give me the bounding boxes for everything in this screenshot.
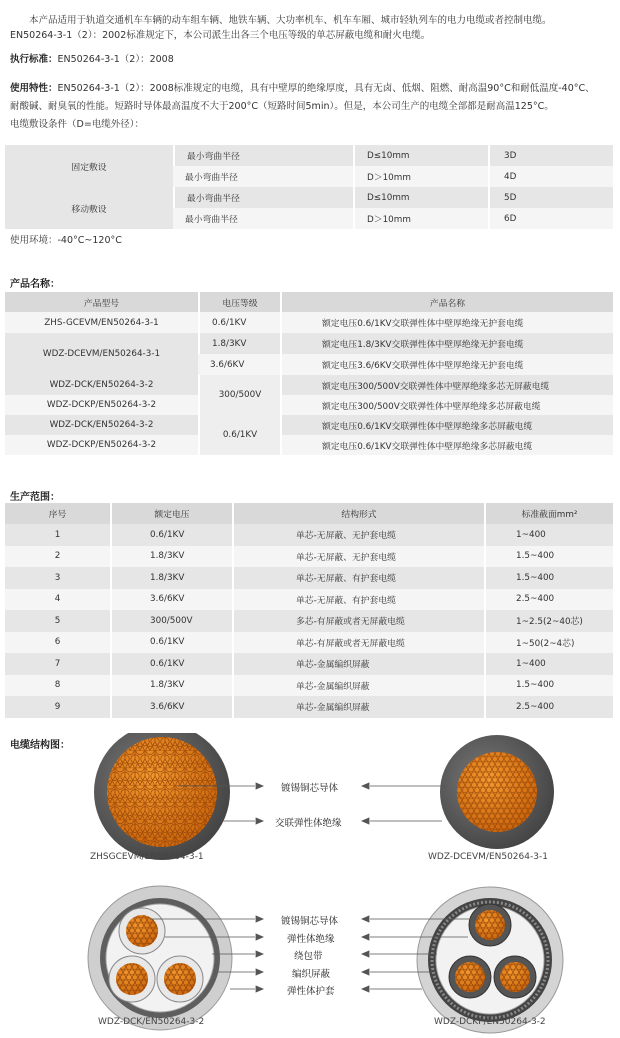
product-model: WDZ-DCEVM/EN50264-3-1 (5, 333, 198, 375)
label-tinned-copper: 镀锡铜芯导体 (281, 783, 339, 794)
range-structure: 单芯-无屏蔽、无护套电缆 (232, 524, 484, 546)
range-structure: 多芯-有屏蔽或者无屏蔽电缆 (232, 610, 484, 632)
range-no: 8 (5, 675, 110, 697)
range-table (5, 503, 613, 718)
products-table (5, 292, 613, 455)
range-voltage: 1.8/3KV (110, 567, 232, 589)
range-section: 2.5~400 (484, 696, 613, 718)
range-structure: 单芯-无屏蔽、有护套电缆 (232, 567, 484, 589)
cable-zhsgcevm (94, 733, 230, 860)
product-model: WDZ-DCKP/EN50264-3-2 (5, 395, 198, 415)
features-label: 使用特性： (10, 83, 58, 94)
product-model: WDZ-DCK/EN50264-3-2 (5, 415, 198, 435)
product-voltage: 300/500V (198, 375, 280, 415)
range-title: 生产范围： (10, 492, 60, 503)
products-header-voltage: 电压等级 (198, 292, 280, 312)
laying-value: 4D (488, 166, 613, 187)
intro-paragraph (10, 13, 610, 43)
range-section: 1.5~400 (484, 546, 613, 568)
range-row (5, 589, 613, 611)
range-row (5, 567, 613, 589)
product-name: 额定电压300/500V交联弹性体中壁厚绝缘多芯无屏蔽电缆 (280, 375, 613, 395)
intro-line-2: EN50264-3-1（2）：2002标准规定下，本公司派生出各三个电压等级的单芯屏蔽电缆和耐火电缆。 (10, 30, 431, 41)
range-structure: 单芯-无屏蔽、有护套电缆 (232, 589, 484, 611)
caption-wdz-dck: WDZ-DCK/EN50264-3-2 (98, 1017, 205, 1027)
features-line-3: 电缆敷设条件（D=电缆外径）： (10, 119, 145, 130)
range-voltage: 1.8/3KV (110, 675, 232, 697)
range-row (5, 546, 613, 568)
range-voltage: 0.6/1KV (110, 653, 232, 675)
range-row (5, 696, 613, 718)
structure-title: 电缆结构图： (10, 740, 70, 751)
products-title: 产品名称： (10, 279, 60, 290)
range-voltage: 1.8/3KV (110, 546, 232, 568)
range-voltage: 3.6/6KV (110, 696, 232, 718)
product-model: WDZ-DCKP/EN50264-3-2 (5, 435, 198, 455)
product-model: WDZ-DCK/EN50264-3-2 (5, 375, 198, 395)
range-structure: 单芯-金属编织屏蔽 (232, 696, 484, 718)
range-voltage: 300/500V (110, 610, 232, 632)
product-voltage: 0.6/1KV (198, 312, 280, 333)
product-name: 额定电压0.6/1KV交联弹性体中壁厚绝缘多芯屏蔽电缆 (280, 435, 613, 455)
features-line-1: EN50264-3-1（2）：2008标准规定的电缆，具有中壁厚的绝缘厚度，具有无卤、低烟、阻燃、耐高温90°C和耐低温度-40°C、 (57, 83, 595, 94)
product-voltage: 3.6/6KV (198, 354, 280, 375)
laying-item: 最小弯曲半径 (173, 166, 353, 187)
range-section: 1.5~400 (484, 675, 613, 697)
laying-value: 5D (488, 187, 613, 208)
product-name: 额定电压1.8/3KV交联弹性体中壁厚绝缘无护套电缆 (280, 333, 613, 354)
range-voltage: 0.6/1KV (110, 632, 232, 654)
range-no: 9 (5, 696, 110, 718)
standard-line (10, 52, 174, 67)
environment-line: 使用环境：-40°C~120°C (10, 235, 122, 246)
products-header-model: 产品型号 (5, 292, 198, 312)
label-xlpe-insulation: 交联弹性体绝缘 (275, 818, 342, 829)
products-header-name: 产品名称 (280, 292, 613, 312)
laying-table (5, 145, 613, 229)
range-no: 7 (5, 653, 110, 675)
caption-zhsgcevm: ZHSGCEVM/EN50264-3-1 (90, 852, 204, 862)
cable-wdz-dcevm (440, 735, 554, 849)
range-no: 2 (5, 546, 110, 568)
range-structure: 单芯-金属编织屏蔽 (232, 675, 484, 697)
product-name: 额定电压0.6/1KV交联弹性体中壁厚绝缘多芯屏蔽电缆 (280, 415, 613, 435)
range-row (5, 610, 613, 632)
product-name: 额定电压0.6/1KV交联弹性体中壁厚绝缘无护套电缆 (280, 312, 613, 333)
label-elastomer-sheath: 弹性体护套 (287, 986, 335, 997)
label-tinned-copper-2: 镀锡铜芯导体 (281, 916, 339, 927)
features-line-2: 耐酸碱、耐臭氧的性能。短路时导体最高温度不大于200°C（短路时间5min）。但是，本公司生产的电缆全部都是耐高温125°C。 (10, 101, 554, 112)
range-no: 3 (5, 567, 110, 589)
laying-item: 最小弯曲半径 (173, 208, 353, 229)
product-name: 额定电压3.6/6KV交联弹性体中壁厚绝缘无护套电缆 (280, 354, 613, 375)
laying-group-fixed: 固定敷设 (5, 145, 173, 187)
range-no: 6 (5, 632, 110, 654)
laying-item: 最小弯曲半径 (173, 145, 353, 166)
label-elastomer-insulation: 弹性体绝缘 (287, 934, 335, 945)
range-no: 1 (5, 524, 110, 546)
range-row (5, 675, 613, 697)
laying-value: 3D (488, 145, 613, 166)
laying-group-mobile: 移动敷设 (5, 187, 173, 229)
standard-value: EN50264-3-1（2）：2008 (57, 54, 174, 65)
range-row (5, 632, 613, 654)
laying-cond: D＞10mm (353, 208, 488, 229)
range-structure: 单芯-金属编织屏蔽 (232, 653, 484, 675)
laying-cond: D≤10mm (353, 187, 488, 208)
range-body (5, 524, 613, 718)
label-wrapping-tape: 绕包带 (294, 951, 323, 962)
range-row (5, 653, 613, 675)
range-section: 2.5~400 (484, 589, 613, 611)
caption-wdz-dcevm: WDZ-DCEVM/EN50264-3-1 (428, 852, 548, 862)
product-model: ZHS-GCEVM/EN50264-3-1 (5, 312, 198, 333)
range-row (5, 524, 613, 546)
label-braided-shield: 编织屏蔽 (292, 969, 331, 980)
product-voltage: 1.8/3KV (198, 333, 280, 354)
range-section: 1~400 (484, 653, 613, 675)
range-voltage: 3.6/6KV (110, 589, 232, 611)
cable-wdz-dckp (417, 887, 563, 1033)
range-structure: 单芯-无屏蔽、无护套电缆 (232, 546, 484, 568)
cable-wdz-dck (88, 886, 232, 1030)
range-section: 1~400 (484, 524, 613, 546)
product-name: 额定电压300/500V交联弹性体中壁厚绝缘多芯屏蔽电缆 (280, 395, 613, 415)
range-voltage: 0.6/1KV (110, 524, 232, 546)
range-no: 4 (5, 589, 110, 611)
range-header-no: 序号 (5, 503, 110, 524)
range-header-voltage: 额定电压 (110, 503, 232, 524)
laying-item: 最小弯曲半径 (173, 187, 353, 208)
intro-line-1: 本产品适用于轨道交通机车车辆的动车组车辆、地铁车辆、大功率机车、机车车厢、城市轻轨列车的电力电缆或者控制电缆。 (29, 15, 552, 26)
product-voltage: 0.6/1KV (198, 415, 280, 455)
range-section: 1~2.5(2~40芯) (484, 610, 613, 632)
laying-cond: D＞10mm (353, 166, 488, 187)
range-section: 1.5~400 (484, 567, 613, 589)
range-structure: 单芯-有屏蔽或者无屏蔽电缆 (232, 632, 484, 654)
range-header-section: 标准截面mm² (484, 503, 613, 524)
range-no: 5 (5, 610, 110, 632)
features-block (10, 81, 615, 132)
range-header-structure: 结构形式 (232, 503, 484, 524)
laying-cond: D≤10mm (353, 145, 488, 166)
laying-value: 6D (488, 208, 613, 229)
range-section: 1~50(2~4芯) (484, 632, 613, 654)
caption-wdz-dckp: WDZ-DCKP/EN50264-3-2 (434, 1017, 546, 1027)
standard-label: 执行标准： (10, 54, 58, 65)
